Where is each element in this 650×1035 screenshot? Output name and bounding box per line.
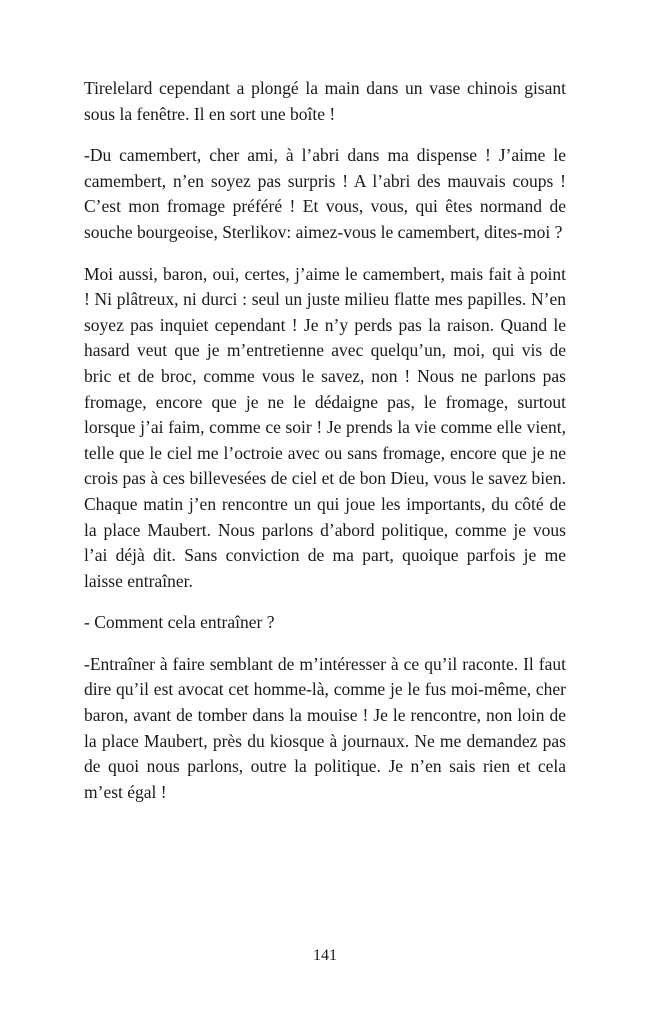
paragraph-5: -Entraîner à faire semblant de m’intéresser à ce qu’il raconte. Il faut dire qu’il est avocat cet homme-là, comme je le fus moi-même, cher baron, avant de tomber dans la mouise ! Je le rencontre, non loin de la place Maubert, près du kiosque à journaux. Ne me demandez pas de quoi nous parlons, outre la politique. Je n’en sais rien et cela m’est égal !: [84, 653, 566, 802]
paragraph-3: Moi aussi, baron, oui, certes, j’aime le camembert, mais fait à point ! Ni plâtreux, ni durci : seul un juste milieu flatte mes papilles. N’en soyez pas inquiet cependant ! Je n’y perds pas la raison. Quand le hasard veut que je m’entretienne avec quelqu’un, moi, qui vis de bric et de broc, comme vous le savez, non ! Nous ne parlons pas fromage, encore que je ne le dédaigne pas, le fromage, surtout lorsque j’ai faim, comme ce soir ! Je prends la vie comme elle vient, telle que le ciel me l’octroie avec ou sans fromage, encore que je ne crois pas à ces billevesées de ciel et de bon Dieu, vous le savez bien. Chaque matin j’en rencontre un qui joue les importants, du côté de la place Maubert. Nous parlons d’abord politique, comme je vous l’ai déjà dit. Sans conviction de ma part, quoique parfois je me laisse entraîner.: [84, 263, 566, 591]
paragraph-1: Tirelelard cependant a plongé la main dans un vase chinois gisant sous la fenêtre. Il en sort une boîte !: [84, 78, 566, 124]
page-body: [84, 76, 566, 821]
paragraph-2: -Du camembert, cher ami, à l’abri dans ma dispense ! J’aime le camembert, n’en soyez pas surpris ! A l’abri des mauvais coups ! C’est mon fromage préféré ! Et vous, vous, qui êtes normand de souche bourgeoise, Sterlikov: aimez-vous le camembert, dites-moi ?: [84, 145, 566, 242]
paragraph-4: - Comment cela entraîner ?: [84, 612, 275, 633]
page-number: 141: [313, 947, 337, 964]
